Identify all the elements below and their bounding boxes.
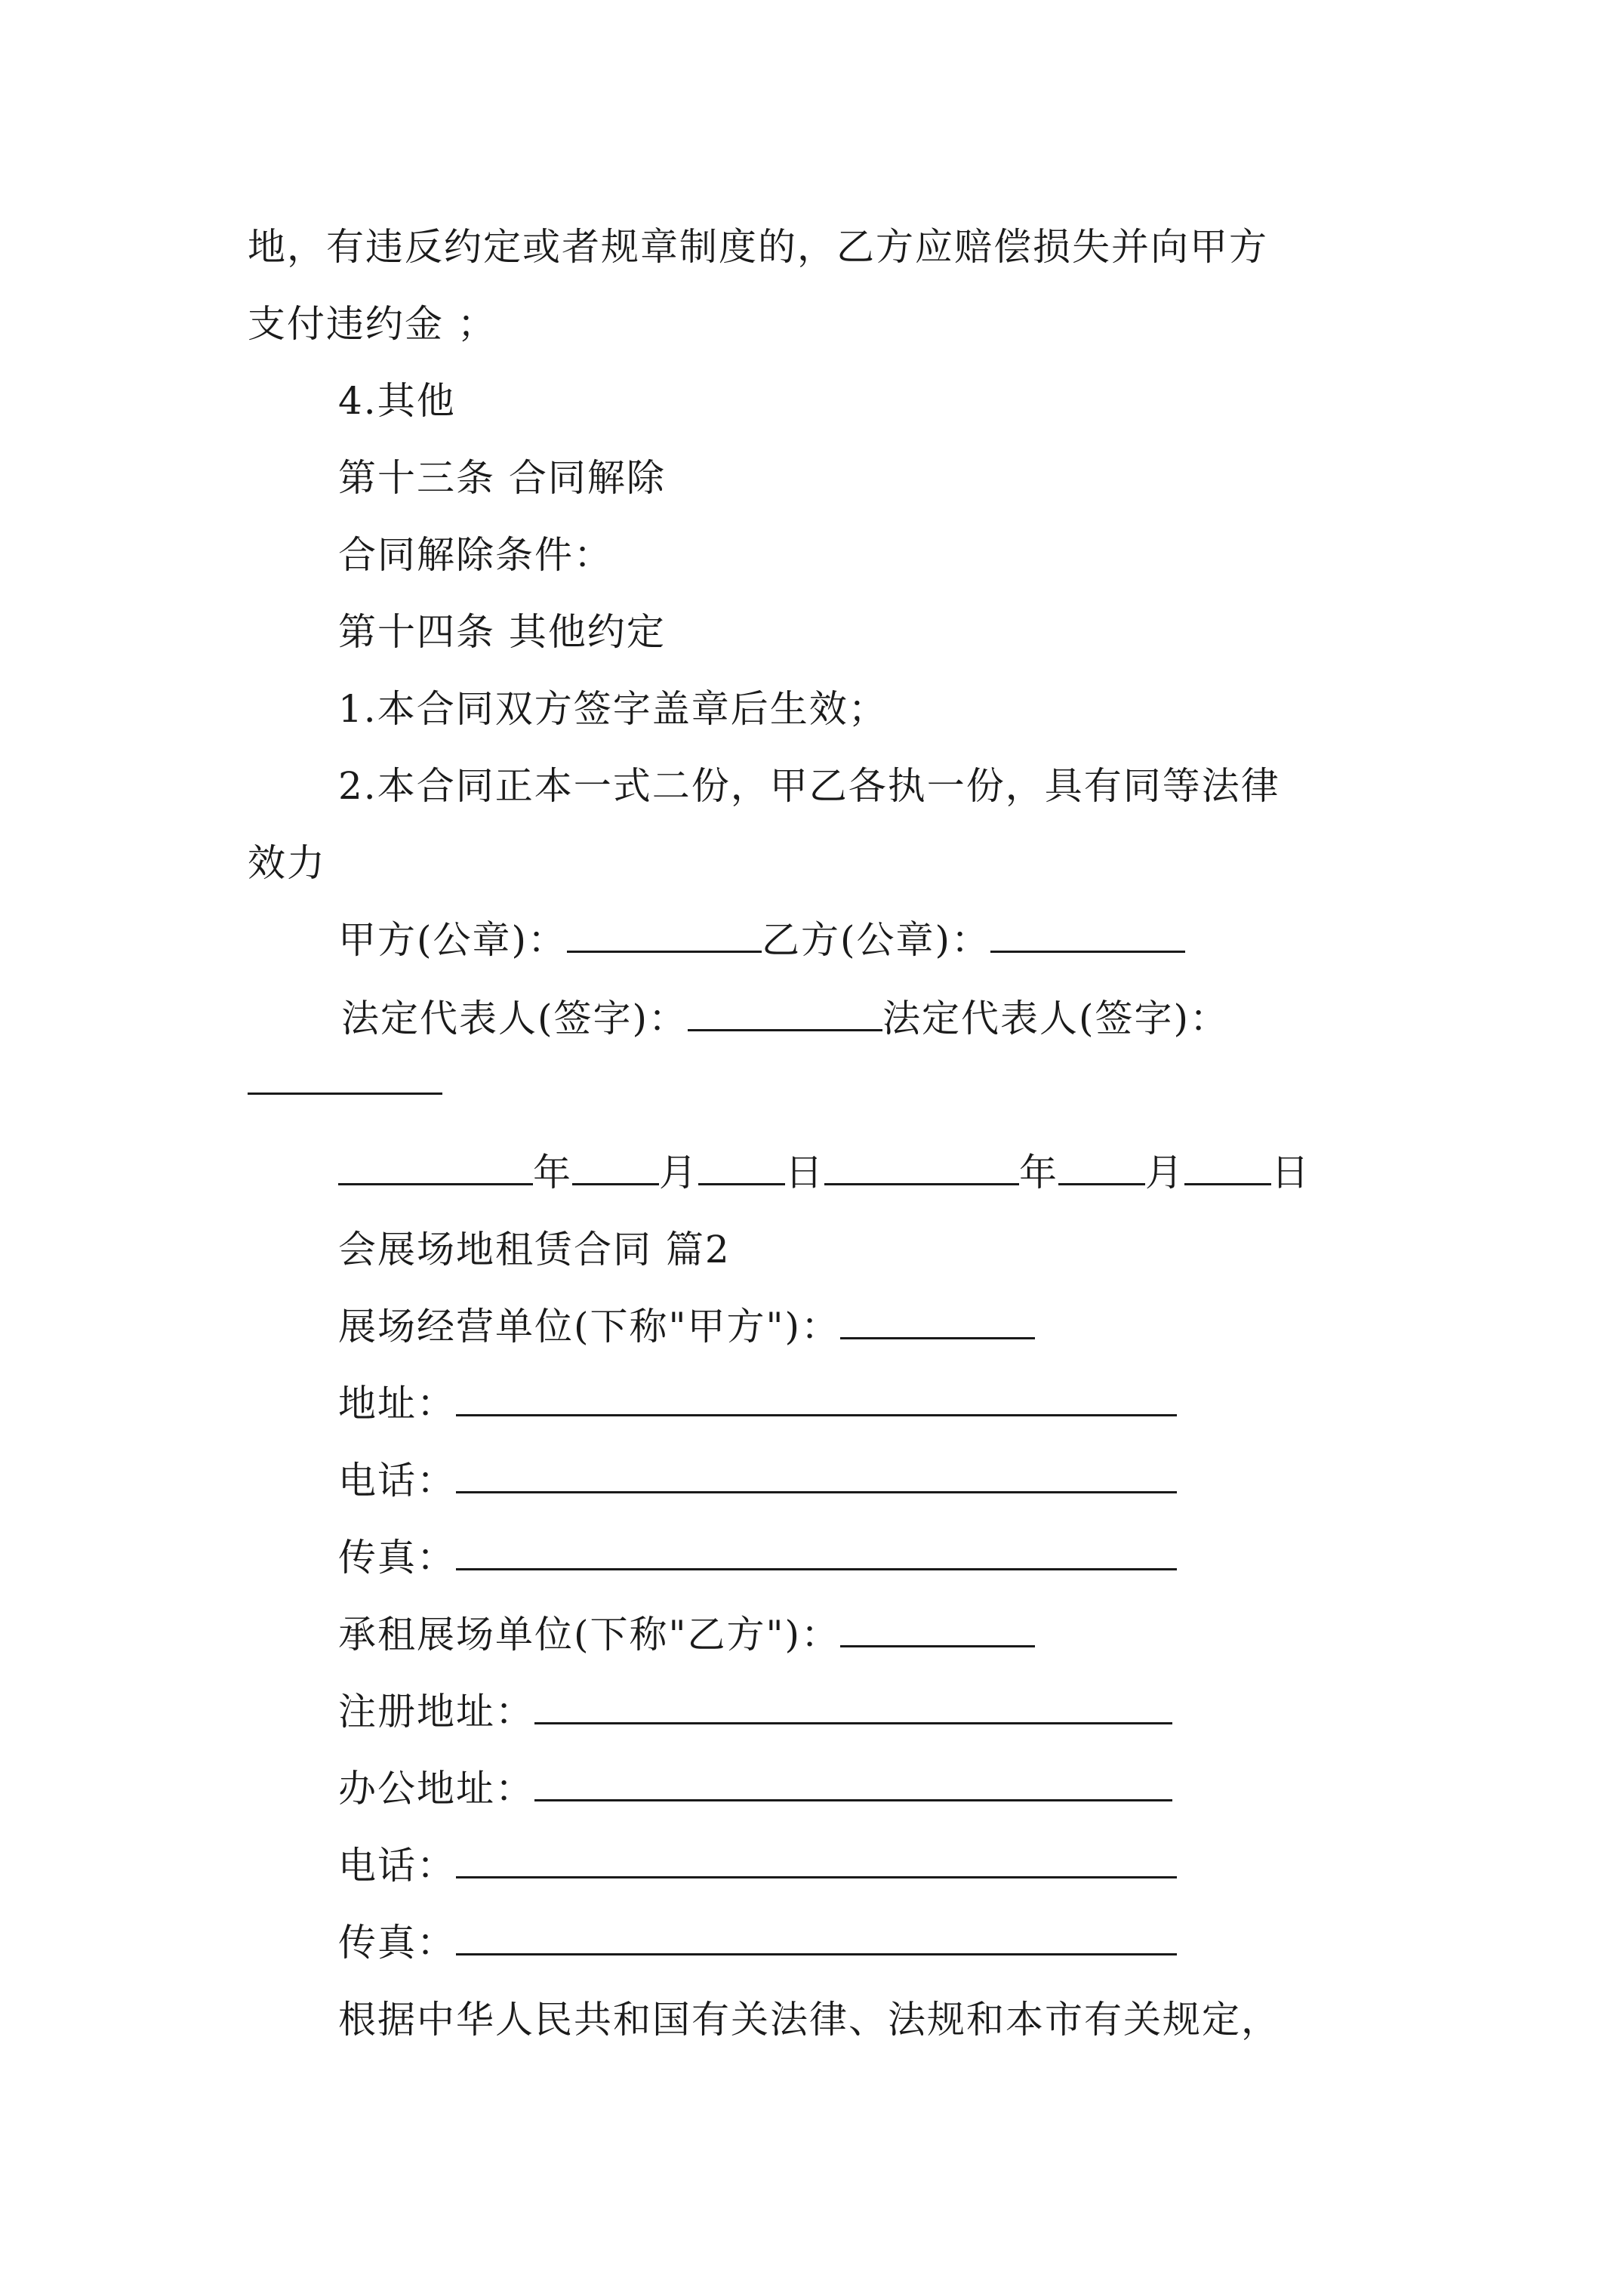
party-b-label: 承租展场单位(下称"乙方")：: [338, 1613, 841, 1657]
paragraph-line: 合同解除条件：: [338, 533, 613, 577]
date-b-month-blank: [1058, 1147, 1145, 1185]
paragraph-line: 效力: [248, 841, 326, 885]
b-fax-blank: [456, 1917, 1177, 1955]
party-a-line: [338, 1300, 1035, 1353]
b-phone-line: [338, 1839, 1177, 1892]
a-address-label: 地址：: [338, 1382, 456, 1425]
party-b-blank: [840, 1609, 1035, 1647]
seal-line: [338, 914, 1185, 966]
b-reg-address-label: 注册地址：: [338, 1690, 534, 1734]
party-a-blank: [840, 1301, 1035, 1339]
party-b-seal-blank: [990, 914, 1185, 953]
party-a-seal-blank: [567, 914, 762, 953]
b-fax-label: 传真：: [338, 1921, 456, 1965]
b-reg-address-blank: [534, 1686, 1172, 1724]
date-day-label: 日: [1271, 1151, 1310, 1194]
paragraph-line: 根据中华人民共和国有关法律、法规和本市有关规定，: [338, 1998, 1280, 2042]
rep-b-blank: [248, 1056, 442, 1095]
rep-a-blank: [688, 993, 882, 1031]
list-item: 2.本合同正本一式二份，甲乙各执一份，具有同等法律: [338, 764, 1280, 808]
b-fax-line: [338, 1916, 1177, 1969]
b-reg-address-line: [338, 1685, 1172, 1738]
party-b-line: [338, 1608, 1035, 1661]
date-month-label: 月: [659, 1151, 698, 1194]
rep-b-blank-line: [248, 1056, 442, 1108]
party-a-seal-label: 甲方(公章)：: [338, 918, 568, 962]
date-a-month-blank: [572, 1147, 659, 1185]
paragraph-line: 支付违约金 ；: [248, 302, 497, 346]
section-title: 会展场地租赁合同 篇2: [338, 1228, 731, 1271]
list-item: 1.本合同双方签字盖章后生效；: [338, 687, 888, 731]
b-office-address-label: 办公地址：: [338, 1767, 534, 1811]
rep-a-label: 法定代表人(签字)：: [341, 997, 688, 1040]
a-address-line: [338, 1377, 1177, 1430]
article-heading: 第十四条 其他约定: [338, 610, 666, 654]
a-phone-label: 电话：: [338, 1459, 456, 1502]
a-fax-label: 传真：: [338, 1536, 456, 1579]
date-a-day-blank: [698, 1147, 785, 1185]
b-phone-blank: [456, 1840, 1177, 1878]
b-office-address-line: [338, 1762, 1172, 1815]
a-fax-blank: [456, 1532, 1177, 1570]
representative-line: [341, 992, 1229, 1045]
a-phone-blank: [456, 1455, 1177, 1493]
b-phone-label: 电话：: [338, 1844, 456, 1888]
date-year-label: 年: [533, 1151, 572, 1194]
a-address-blank: [456, 1378, 1177, 1416]
date-year-label: 年: [1019, 1151, 1058, 1194]
date-b-day-blank: [1184, 1147, 1271, 1185]
date-day-label: 日: [785, 1151, 824, 1194]
date-line: [338, 1146, 1310, 1199]
list-item: 4.其他: [338, 379, 456, 423]
a-phone-line: [338, 1454, 1177, 1507]
a-fax-line: [338, 1531, 1177, 1584]
b-office-address-blank: [534, 1763, 1172, 1801]
date-month-label: 月: [1145, 1151, 1184, 1194]
rep-b-label: 法定代表人(签字)：: [882, 997, 1230, 1040]
party-a-label: 展场经营单位(下称"甲方")：: [338, 1305, 841, 1348]
date-a-year-blank: [338, 1147, 533, 1185]
paragraph-line: 地，有违反约定或者规章制度的，乙方应赔偿损失并向甲方: [248, 225, 1268, 269]
party-b-seal-label: 乙方(公章)：: [762, 918, 991, 962]
article-heading: 第十三条 合同解除: [338, 456, 666, 500]
date-b-year-blank: [824, 1147, 1019, 1185]
